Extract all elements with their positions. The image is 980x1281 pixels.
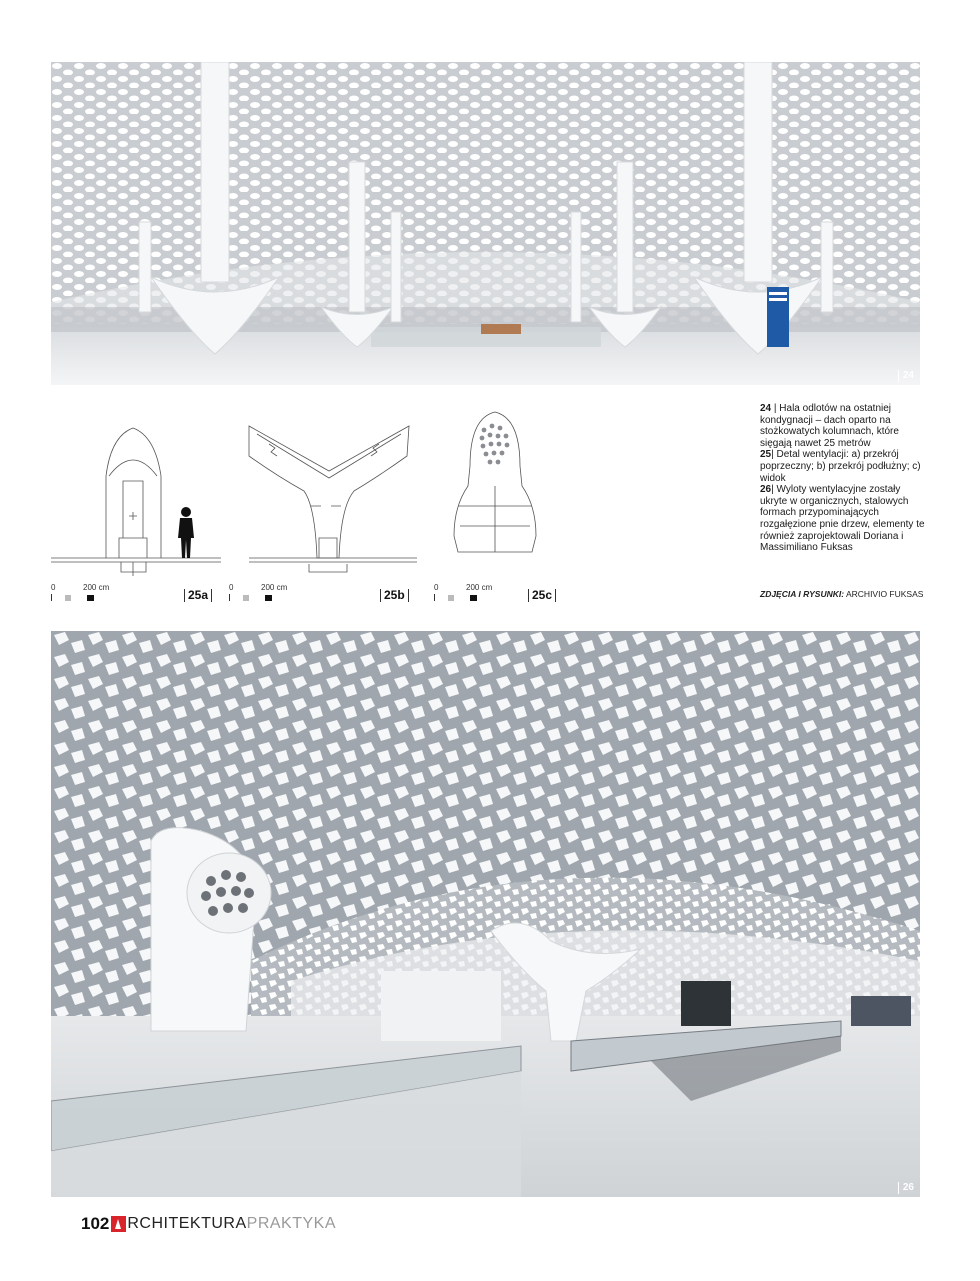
photo-26-ventilation-outlets — [51, 631, 920, 1197]
figure-label-25a: 25a — [184, 589, 212, 602]
photo-number: 26 — [898, 1182, 914, 1194]
caption-25: 25| Detal wentylacji: a) przekrój poprzeczny; b) przekrój podłużny; c) widok — [760, 449, 921, 484]
magazine-title: RCHITEKTURA — [127, 1215, 247, 1232]
photo-number: 24 — [898, 370, 914, 382]
page-footer — [81, 1213, 336, 1235]
caption-24: 24 | Hala odlotów na ostatniej kondygnacji – dach oparto na stożkowatych kolumnach, które sięgają nawet 25 metrów — [760, 403, 899, 449]
photo-24-departure-hall — [51, 62, 920, 385]
drawing-25c-view — [440, 406, 550, 566]
caption-26: 26| Wyloty wentylacyjne zostały ukryte w organicznych, stalowych formach przypominających rozgałęzione pnie drzew, elementy te również zaprojektowali Doriana i Massimiliano Fuksas — [760, 484, 925, 554]
page-number: 102 — [81, 1214, 110, 1233]
figure-label-25c: 25c — [528, 589, 556, 602]
scale-bar-25c: 0 200 cm — [434, 583, 564, 603]
captions — [760, 403, 928, 554]
scale-bar-25a: 0 200 cm — [51, 583, 181, 603]
photo-credits: ZDJĘCIA I RYSUNKI: ARCHIVIO FUKSAS — [760, 589, 924, 599]
scale-bar-25b: 0 200 cm — [229, 583, 359, 603]
drawing-25b-longitudinal-section — [229, 416, 417, 584]
drawing-25a-cross-section — [51, 416, 221, 584]
figure-label-25b: 25b — [380, 589, 409, 602]
magazine-subtitle: PRAKTYKA — [246, 1215, 337, 1232]
magazine-logo-icon — [111, 1216, 126, 1232]
